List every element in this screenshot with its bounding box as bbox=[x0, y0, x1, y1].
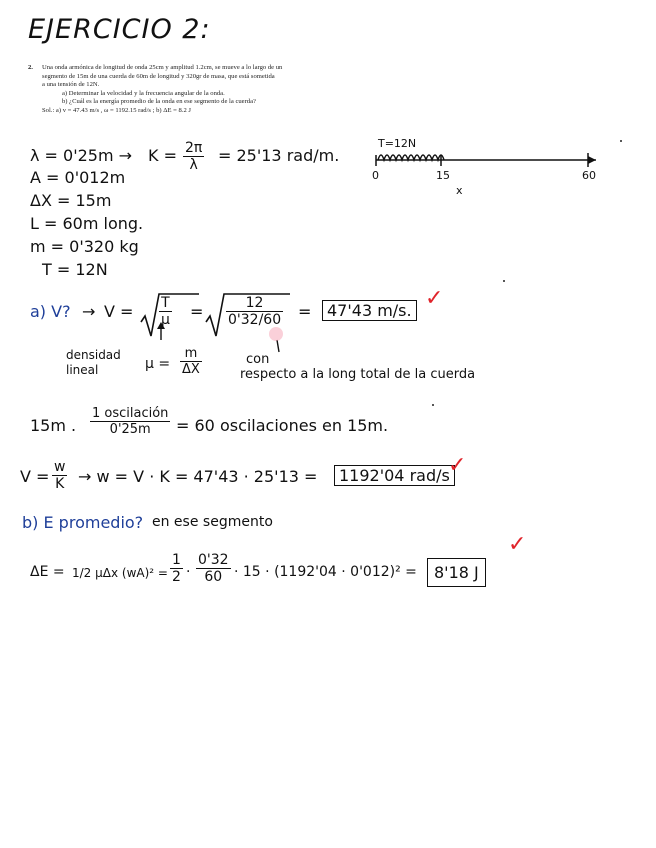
oscillation-numerator: 1 oscilación bbox=[92, 406, 169, 421]
statement-line: Una onda armónica de longitud de onda 25cm y amplitud 1.2cm, se mueve a lo largo de un bbox=[42, 64, 283, 71]
tension-over-mu bbox=[159, 295, 172, 328]
part-a-arrow: → bbox=[82, 302, 96, 321]
length-value: L = 60m long. bbox=[30, 214, 144, 233]
equals-sign: = bbox=[190, 302, 204, 321]
mu-definition: μ = bbox=[145, 356, 171, 372]
energy-lhs: ΔE = bbox=[30, 564, 65, 580]
statement-line: a una tensión de 12N. bbox=[42, 81, 100, 89]
segment-value: ΔX = 15m bbox=[30, 191, 112, 210]
numerator-12: 12 bbox=[226, 295, 283, 312]
solution-line: Sol.: a) v = 47.43 m/s , ω = 1192.15 rad/s ; b) ΔE = 8.2 J bbox=[42, 106, 191, 114]
omega-calculation: → w = V · K = 47'43 · 25'13 = bbox=[78, 467, 318, 486]
w-over-k bbox=[52, 459, 67, 492]
mu-symbol: μ bbox=[161, 312, 170, 328]
mu-denominator: ΔX bbox=[182, 362, 200, 377]
k-denominator: λ bbox=[189, 157, 198, 173]
question-b: b) ¿Cuál es la energía promedio de la onda en ese segmento de la cuerda? bbox=[62, 98, 256, 106]
half-fraction bbox=[170, 552, 183, 585]
check-icon: ✓ bbox=[448, 453, 467, 478]
question-a: a) Determinar la velocidad y la frecuencia angular de la onda. bbox=[62, 89, 225, 97]
note-con: con bbox=[246, 352, 270, 367]
energy-result: 8'18 J bbox=[427, 558, 486, 587]
pointer-line bbox=[277, 340, 279, 352]
mu-numerator: m bbox=[180, 346, 202, 362]
oscillation-denominator: 0'25m bbox=[109, 422, 151, 437]
half-denominator: 2 bbox=[172, 569, 181, 585]
oscillation-fraction bbox=[90, 406, 170, 437]
k-numerator: 2π bbox=[185, 140, 203, 156]
check-icon: ✓ bbox=[508, 532, 527, 557]
velocity-label: V = bbox=[104, 302, 134, 321]
omega-result: 1192'04 rad/s bbox=[334, 465, 455, 486]
v2-lhs: V = bbox=[20, 467, 50, 486]
note-total-length: respecto a la long total de la cuerda bbox=[240, 367, 476, 382]
diagram-tick-0: 0 bbox=[372, 169, 379, 182]
w-symbol: w bbox=[54, 459, 66, 475]
mass-value: m = 0'320 kg bbox=[30, 237, 139, 256]
part-b-label-rest: en ese segmento bbox=[152, 514, 273, 530]
exercise-title: EJERCICIO 2: bbox=[28, 14, 211, 45]
diagram-axis-label: x bbox=[456, 184, 463, 197]
oscillation-lhs: 15m . bbox=[30, 416, 77, 435]
k-symbol: K bbox=[55, 476, 65, 492]
axis-arrow-icon bbox=[588, 156, 596, 164]
highlight-mark bbox=[269, 327, 283, 341]
part-b-label: b) E promedio? bbox=[22, 513, 144, 532]
check-icon: ✓ bbox=[425, 286, 444, 311]
mu-numeric-numerator: 0'32 bbox=[198, 552, 229, 568]
stray-dot bbox=[620, 140, 622, 142]
part-a-label: a) V? bbox=[30, 302, 71, 321]
equals-sign: = bbox=[298, 302, 312, 321]
numeric-fraction bbox=[226, 295, 283, 328]
mu-numeric-fraction bbox=[196, 552, 231, 585]
tension-value: T = 12N bbox=[42, 260, 108, 279]
stray-dot bbox=[503, 280, 505, 282]
k-label: K = bbox=[148, 146, 177, 165]
problem-number: 2. bbox=[28, 64, 33, 71]
diagram-tick-60: 60 bbox=[582, 169, 596, 182]
diagram-tick-15: 15 bbox=[436, 169, 450, 182]
energy-formula: 1/2 μΔx (wA)² = bbox=[72, 566, 168, 580]
diagram-tension-label: T=12N bbox=[378, 137, 417, 150]
linear-density-note: densidad lineal bbox=[66, 348, 121, 377]
energy-calculation: · 15 · (1192'04 · 0'012)² = bbox=[234, 564, 417, 580]
lambda-value: λ = 0'25m → bbox=[30, 146, 133, 165]
dot-operator: · bbox=[186, 564, 191, 580]
k-value: = 25'13 rad/m. bbox=[218, 146, 340, 165]
statement-line: segmento de 15m de una cuerda de 60m de longitud y 320gr de masa, que está sometida bbox=[42, 72, 275, 80]
half-numerator: 1 bbox=[172, 552, 181, 568]
denominator-mu: 0'32/60 bbox=[228, 312, 282, 328]
amplitude-value: A = 0'012m bbox=[30, 168, 126, 187]
tension-symbol: T bbox=[159, 295, 172, 312]
stray-dot bbox=[432, 404, 434, 406]
mu-fraction bbox=[180, 346, 202, 377]
mu-numeric-denominator: 60 bbox=[204, 569, 223, 585]
oscillation-result: = 60 oscilaciones en 15m. bbox=[176, 416, 389, 435]
velocity-result: 47'43 m/s. bbox=[322, 300, 417, 321]
